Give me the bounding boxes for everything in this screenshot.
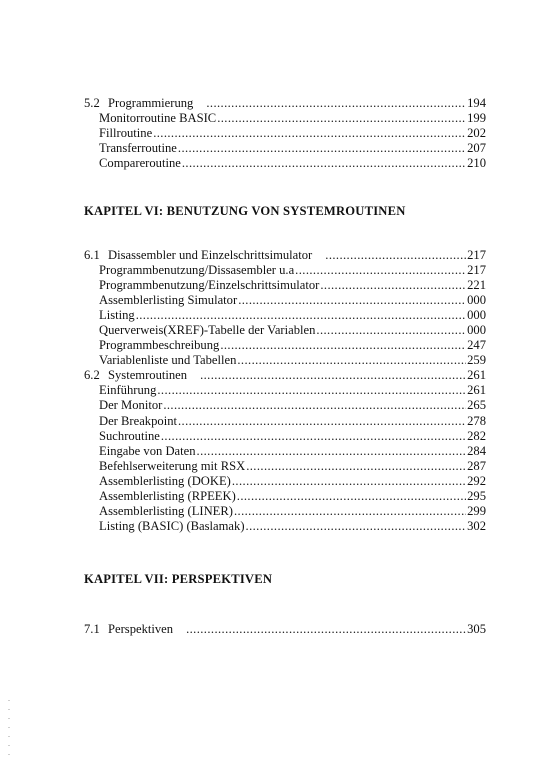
toc-entry	[84, 338, 486, 353]
dot-leader	[153, 126, 466, 141]
toc-entry-title: Transferroutine	[99, 141, 177, 156]
toc-entry-page: 207	[467, 141, 486, 156]
dot-leader	[295, 263, 466, 278]
toc-entry	[84, 489, 486, 504]
toc-entry	[84, 459, 486, 474]
toc-entry-title: Listing	[99, 308, 135, 323]
toc-entry-page: 282	[467, 428, 486, 443]
chapter-heading-vii: KAPITEL VII: PERSPEKTIVEN	[84, 572, 273, 586]
toc-entry-title: Der Breakpoint	[99, 413, 177, 428]
dot-leader	[197, 444, 467, 459]
toc-entry-title: Perspektiven	[108, 622, 174, 636]
toc-entry-page: 000	[467, 308, 486, 323]
dot-leader	[206, 96, 466, 111]
toc-entry-title: Befehlserweiterung mit RSX	[99, 458, 246, 473]
toc-entry-title: Assemblerlisting Simulator	[99, 293, 238, 308]
dot-leader	[136, 308, 466, 323]
dot-leader	[178, 414, 466, 429]
toc-entry-page: 302	[467, 518, 486, 533]
toc-entry	[84, 278, 486, 293]
toc-entry-title: Programmbenutzung/Einzelschrittsimulator	[99, 278, 320, 293]
toc-entry-page: 000	[467, 323, 486, 338]
toc-entry-page: 199	[467, 111, 486, 126]
dot-leader	[200, 368, 466, 383]
dot-leader	[161, 429, 466, 444]
toc-entry	[84, 293, 486, 308]
toc-block-chapter-vii	[84, 622, 486, 637]
toc-entry	[84, 429, 486, 444]
toc-entry	[84, 111, 486, 126]
margin-speckle	[8, 700, 10, 760]
toc-entry-page: 217	[467, 248, 486, 262]
toc-entry-page: 299	[467, 503, 486, 518]
toc-entry-title: Suchroutine	[99, 428, 160, 443]
toc-block-5-2	[84, 96, 486, 171]
toc-entry-page: 284	[467, 443, 486, 458]
toc-entry-page: 305	[467, 622, 486, 636]
toc-section-entry	[84, 248, 486, 263]
toc-entry-title: Disassembler und Einzelschrittsimulator	[108, 248, 313, 262]
toc-entry-title: Variablenliste und Tabellen	[99, 353, 237, 368]
toc-entry	[84, 141, 486, 156]
toc-entry	[84, 519, 486, 534]
dot-leader	[237, 489, 466, 504]
dot-leader	[246, 459, 466, 474]
toc-entry-page: 221	[467, 278, 486, 293]
toc-entry-title: Einführung	[99, 383, 157, 398]
dot-leader	[163, 398, 466, 413]
dot-leader	[325, 248, 466, 263]
toc-entry-page: 261	[467, 383, 486, 398]
toc-entry	[84, 474, 486, 489]
toc-entry-title: Assemblerlisting (DOKE)	[99, 473, 231, 488]
toc-entry-page: 259	[467, 353, 486, 368]
toc-entry-title: Programmierung	[108, 96, 194, 110]
toc-entry	[84, 323, 486, 338]
toc-entry-title: Querverweis(XREF)-Tabelle der Variablen	[99, 323, 316, 338]
toc-entry-page: 292	[467, 473, 486, 488]
toc-entry-page: 202	[467, 126, 486, 141]
dot-leader	[246, 519, 467, 534]
dot-leader	[234, 504, 466, 519]
chapter-heading-vi: KAPITEL VI: BENUTZUNG VON SYSTEMROUTINEN	[84, 204, 406, 218]
toc-entry-page: 210	[467, 156, 486, 171]
toc-entry-title: Der Monitor	[99, 398, 163, 413]
toc-entry-title: Eingabe von Daten	[99, 443, 196, 458]
toc-entry	[84, 126, 486, 141]
toc-section-entry	[84, 96, 486, 111]
toc-entry-page: 295	[467, 488, 486, 503]
toc-entry-title: Systemroutinen	[108, 368, 188, 383]
dot-leader	[182, 156, 466, 171]
dot-leader	[186, 622, 466, 637]
toc-entry-number: 5.2	[84, 96, 100, 110]
toc-entry-page: 247	[467, 338, 486, 353]
toc-section-entry	[84, 368, 486, 383]
toc-entry-number: 6.1	[84, 248, 100, 262]
toc-entry-page: 217	[467, 263, 486, 278]
toc-entry-title: Monitorroutine BASIC	[99, 111, 217, 126]
toc-entry-page: 194	[467, 96, 486, 110]
toc-entry-page: 287	[467, 458, 486, 473]
dot-leader	[316, 323, 466, 338]
toc-entry	[84, 414, 486, 429]
toc-entry-title: Listing (BASIC) (Baslamak)	[99, 518, 245, 533]
toc-section-entry	[84, 622, 486, 637]
toc-entry	[84, 308, 486, 323]
toc-entry	[84, 156, 486, 171]
dot-leader	[217, 111, 466, 126]
dot-leader	[232, 474, 466, 489]
toc-entry-title: Compareroutine	[99, 156, 181, 171]
dot-leader	[320, 278, 466, 293]
toc-entry-title: Programmbeschreibung	[99, 338, 220, 353]
toc-entry-number: 6.2	[84, 368, 100, 383]
toc-entry-page: 000	[467, 293, 486, 308]
toc-entry-title: Assemblerlisting (LINER)	[99, 503, 233, 518]
toc-entry-page: 265	[467, 398, 486, 413]
toc-entry	[84, 383, 486, 398]
toc-entry	[84, 444, 486, 459]
toc-entry	[84, 353, 486, 368]
dot-leader	[157, 383, 466, 398]
dot-leader	[237, 353, 466, 368]
dot-leader	[178, 141, 466, 156]
toc-entry	[84, 504, 486, 519]
toc-entry-title: Assemblerlisting (RPEEK)	[99, 488, 236, 503]
dot-leader	[238, 293, 466, 308]
toc-block-chapter-vi	[84, 248, 486, 534]
toc-entry-title: Programmbenutzung/Dissasembler u.a	[99, 263, 295, 278]
toc-entry-page: 261	[467, 368, 486, 383]
toc-entry	[84, 398, 486, 413]
dot-leader	[220, 338, 466, 353]
toc-entry-title: Fillroutine	[99, 126, 153, 141]
toc-entry	[84, 263, 486, 278]
toc-entry-page: 278	[467, 413, 486, 428]
toc-entry-number: 7.1	[84, 622, 100, 636]
